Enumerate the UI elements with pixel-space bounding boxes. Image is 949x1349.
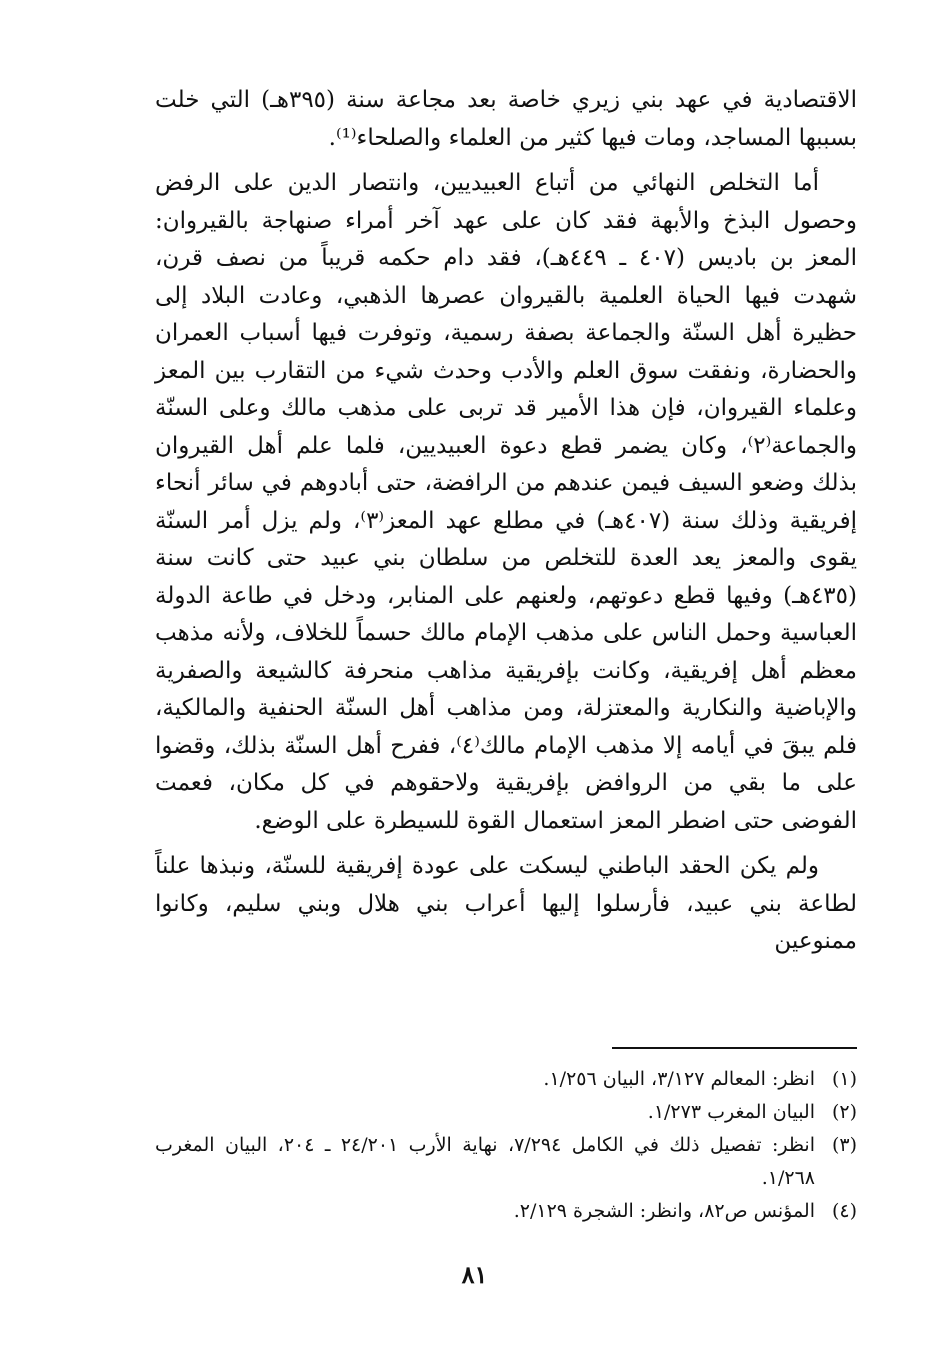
- footnote-separator: [612, 1047, 857, 1049]
- footnote-number: (٢): [831, 1101, 857, 1123]
- footnote-text: انظر: المعالم ٣/١٢٧، البيان ١/٢٥٦.: [543, 1068, 815, 1090]
- paragraph-2: [155, 165, 857, 840]
- page-number: ٨١: [461, 1260, 488, 1289]
- paragraph-3-text: ولم يكن الحقد الباطني ليسكت على عودة إفريقية للسنّة، ونبذها علناً لطاعة بني عبيد، فأرسلوا إليها أعراب بني هلال وبني سليم، وكانوا ممنوعين: [155, 853, 857, 954]
- footnote-text: البيان المغرب ١/٢٧٣.: [647, 1101, 815, 1123]
- footnote-number: (٣): [831, 1134, 857, 1156]
- footnote-text: المؤنس ص٨٢، وانظر: الشجرة ٢/١٢٩.: [513, 1200, 815, 1222]
- footnote-4: [155, 1195, 857, 1228]
- paragraph-1: الاقتصادية في عهد بني زيري خاصة بعد مجاعة سنة (٣٩٥هـ) التي خلت بسببها المساجد، ومات فيها كثير من العلماء والصلحاء⁽¹⁾.: [155, 87, 857, 151]
- footnote-3: [155, 1129, 857, 1195]
- footnote-text: انظر: تفصيل ذلك في الكامل ٧/٢٩٤، نهاية الأرب ٢٤/٢٠١ ـ ٢٠٤، البيان المغرب ١/٢٦٨.: [155, 1134, 815, 1189]
- footnote-2: [155, 1096, 857, 1129]
- footnote-number: (١): [831, 1068, 857, 1090]
- footnote-1: [155, 1063, 857, 1096]
- paragraph-3: [155, 848, 857, 961]
- footnote-number: (٤): [831, 1200, 857, 1222]
- footnotes: [155, 1063, 857, 1228]
- paragraph-2-text: أما التخلص النهائي من أتباع العبيديين، وانتصار الدين على الرفض وحصول البذخ والأبهة فقد كان على عهد آخر أمراء صنهاجة بالقيروان: المعز بن باديس (٤٠٧ ـ ٤٤٩هـ)، فقد دام حكمه قريباً من نصف قرن، شهدت فيها الحياة العلمية بالقيروان عصرها الذهبي، وعادت البلاد إلى حظيرة أهل السنّة والجماعة بصفة رسمية، وتوفرت فيها أسباب العمران والحضارة، ونفقت سوق العلم والأدب وحدث شيء من التقارب بين المعز وعلماء القيروان، فإن هذا الأمير قد تربى على مذهب مالك وعلى السنّة والجماعة⁽٢⁾، وكان يضمر قطع دعوة العبيديين، فلما علم أهل القيروان بذلك وضعو السيف فيمن عندهم من الرافضة، حتى أبادوهم في سائر أنحاء إفريقية وذلك سنة (٤٠٧هـ) في مطلع عهد المعز⁽٣⁾، ولم يزل أمر السنّة يقوى والمعز يعد العدة للتخلص من سلطان بني عبيد حتى كانت سنة (٤٣٥هـ) وفيها قطع دعوتهم، ولعنهم على المنابر، ودخل في طاعة الدولة العباسية وحمل الناس على مذهب الإمام مالك حسماً للخلاف، ولأنه مذهب معظم أهل إفريقية، وكانت بإفريقية مذاهب منحرفة كالشيعة والصفرية والإباضية والنكارية والمعتزلة، ومن مذاهب أهل السنّة الحنفية والمالكية، فلم يبقَ في أيامه إلا مذهب الإمام مالك⁽٤⁾، ففرح أهل السنّة بذلك، وقضوا على ما بقي من الروافض بإفريقية ولاحقوهم في كل مكان، فعمت الفوضى حتى اضطر المعز استعمال القوة للسيطرة على الوضع.: [155, 170, 857, 834]
- page-body: [155, 82, 857, 961]
